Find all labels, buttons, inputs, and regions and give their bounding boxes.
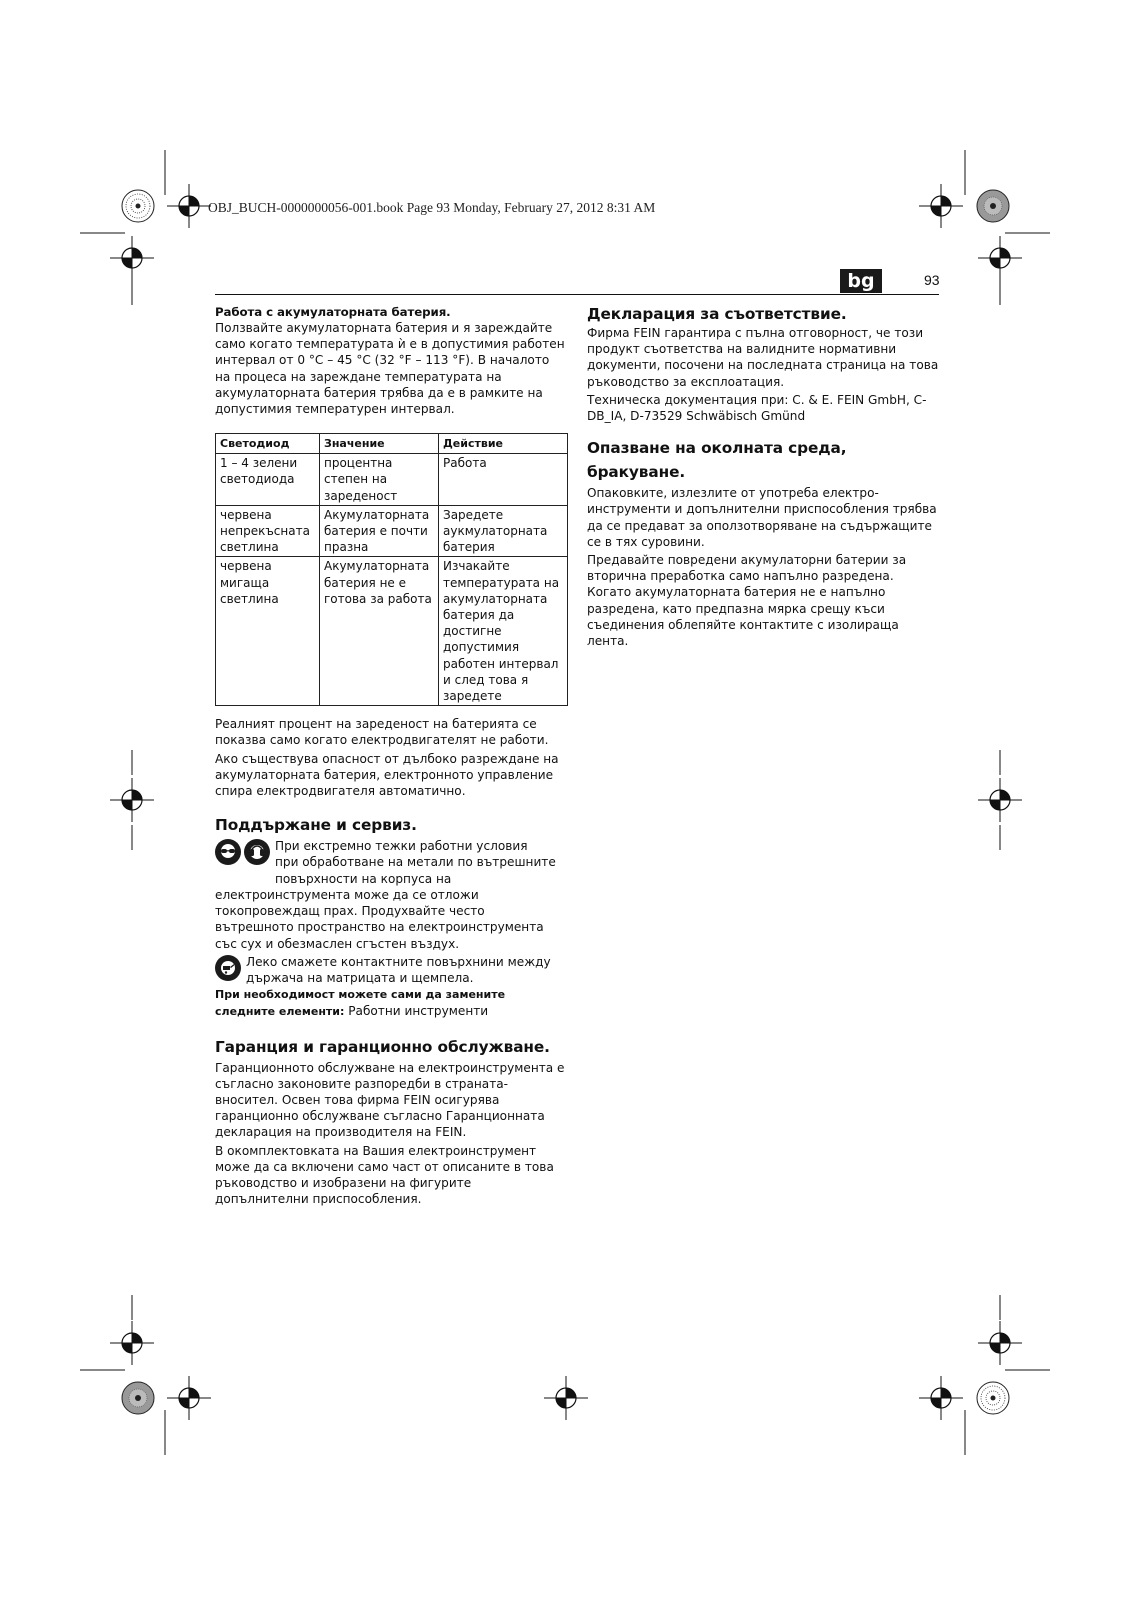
- registration-mark: [978, 778, 1022, 822]
- registration-mark: [110, 236, 154, 280]
- language-tab: bg: [840, 269, 882, 293]
- registration-mark: [919, 1376, 963, 1420]
- registration-mark: [110, 1321, 154, 1365]
- registration-mark: [110, 778, 154, 822]
- registration-rosette: [122, 1382, 154, 1414]
- replaceable-parts-label: При необходимост можете сами да замените следните елементи:: [215, 988, 506, 1019]
- declaration-heading: Декларация за съответствие.: [587, 305, 847, 323]
- environment-text-1: Опаковките, излезлите от употреба електро-инструменти и допълнителни приспособления трябва да се предават за оползотворяване на съдържащите се в тях суровини.: [587, 486, 937, 549]
- table-header: Светодиод: [216, 434, 320, 454]
- environment-text-2: Предавайте повредени акумулаторни батерии за вторична преработка само напълно разредена. Когато акумулаторната батерия не е напълно разредена, като предпазна мярка срещу къси съединения облепяйте контактите с изолираща лента.: [587, 553, 907, 649]
- table-row: [216, 454, 568, 506]
- registration-mark: [167, 184, 211, 228]
- service-text: електроинструмента може да се отложи токопровеждащ прах. Продухвайте често вътрешното пространство на електроинструмента със сух и обезмаслен сгъстен въздух.: [215, 887, 544, 951]
- deep-discharge-note: Ако съществува опасност от дълбоко разреждане на акумулаторната батерия, електронното управление спира електродвигателя автоматично.: [215, 751, 559, 799]
- book-header-line: OBJ_BUCH-0000000056-001.book Page 93 Monday, February 27, 2012 8:31 AM: [208, 200, 656, 215]
- table-cell: 1 – 4 зелени светодиода: [216, 454, 320, 506]
- lube-line-2: държача на матрицата и щемпела.: [246, 970, 474, 985]
- warranty-text-1: Гаранционното обслужване на електроинструмента е съгласно законовите разпоредби в страната-вносител. Освен това фирма FEIN осигурява гаранционно обслужване съгласно Гаранционната декларация на производителя на FEIN.: [215, 1060, 565, 1140]
- registration-mark: [919, 184, 963, 228]
- environment-heading: Опазване на околната среда, бракуване.: [587, 439, 847, 482]
- registration-rosette: [122, 190, 154, 222]
- battery-text: Ползвайте акумулаторната батерия и я зареждайте само когато температурата ѝ е в допустимия работен интервал от 0 °C – 45 °C (32 °F – 113 °F). В началото на процеса на зареждане температурата на акумулаторната батерия трябва да е в рамките на допустимия температурен интервал.: [215, 321, 565, 417]
- table-cell: червена мигаща светлина: [216, 557, 320, 706]
- registration-mark: [978, 236, 1022, 280]
- service-line-1: При екстремно тежки работни условия: [275, 839, 528, 854]
- registration-rosette: [977, 1382, 1009, 1414]
- warranty-heading: Гаранция и гаранционно обслужване.: [215, 1037, 550, 1056]
- service-line-2: при обработване на метали по вътрешните: [275, 855, 556, 870]
- service-line-3: повърхности на корпуса на: [275, 871, 452, 886]
- registration-rosette: [977, 190, 1009, 222]
- table-cell: червена непрекъсната светлина: [216, 505, 320, 557]
- table-cell: Работа: [439, 454, 568, 506]
- battery-heading: Работа с акумулаторната батерия.: [215, 305, 451, 319]
- table-header-row: [216, 434, 568, 454]
- table-cell: процентна степен на зареденост: [320, 454, 439, 506]
- replaceable-parts: [215, 986, 567, 1020]
- declaration-text: Фирма FEIN гарантира с пълна отговорност, че този продукт съответства на валидните нормативни документи, посочени на последната страница на това ръководство за експлоатация.: [587, 326, 939, 389]
- table-header: Действие: [439, 434, 568, 454]
- lube-line-1: Леко смажете контактните повърхнини между: [246, 954, 551, 969]
- technical-documentation: Техническа документация при: C. & E. FEIN GmbH, C-DB_IA, D-73529 Schwäbisch Gmünd: [587, 392, 927, 424]
- page-number: 93: [924, 272, 940, 288]
- charge-display-note: Реалният процент на зареденост на батерията се показва само когато електродвигателят не работи.: [215, 717, 549, 748]
- header-rule: [215, 294, 939, 295]
- registration-mark: [167, 1376, 211, 1420]
- table-cell: Заредете аукмулаторната батерия: [439, 505, 568, 557]
- left-column: [215, 304, 567, 1209]
- hearing-protection-icon: [244, 839, 270, 865]
- warranty-text-2: В окомплектовката на Вашия електроинструмент може да са включени само част от описаните в това ръководство и изобразени на фигурите допълнителни приспособления.: [215, 1143, 554, 1207]
- registration-mark: [978, 1321, 1022, 1365]
- table-cell: Акумулаторната батерия е почти празна: [320, 505, 439, 557]
- safety-goggles-icon: [215, 839, 241, 865]
- lubricate-note: [215, 954, 567, 986]
- registration-mark: [544, 1376, 588, 1420]
- led-status-table: [215, 433, 568, 706]
- table-cell: Акумулаторната батерия не е готова за работа: [320, 557, 439, 706]
- service-heading: Поддържане и сервиз.: [215, 816, 417, 835]
- lubricate-icon: [215, 955, 241, 981]
- service-warning: [215, 838, 567, 887]
- table-cell: Изчакайте температурата на акумулаторната батерия да достигне допустимия работен интервал и след това я заредете: [439, 557, 568, 706]
- right-column: [587, 304, 939, 651]
- replaceable-parts-value: Работни инструменти: [344, 1004, 489, 1019]
- table-row: [216, 505, 568, 557]
- table-header: Значение: [320, 434, 439, 454]
- table-row: [216, 557, 568, 706]
